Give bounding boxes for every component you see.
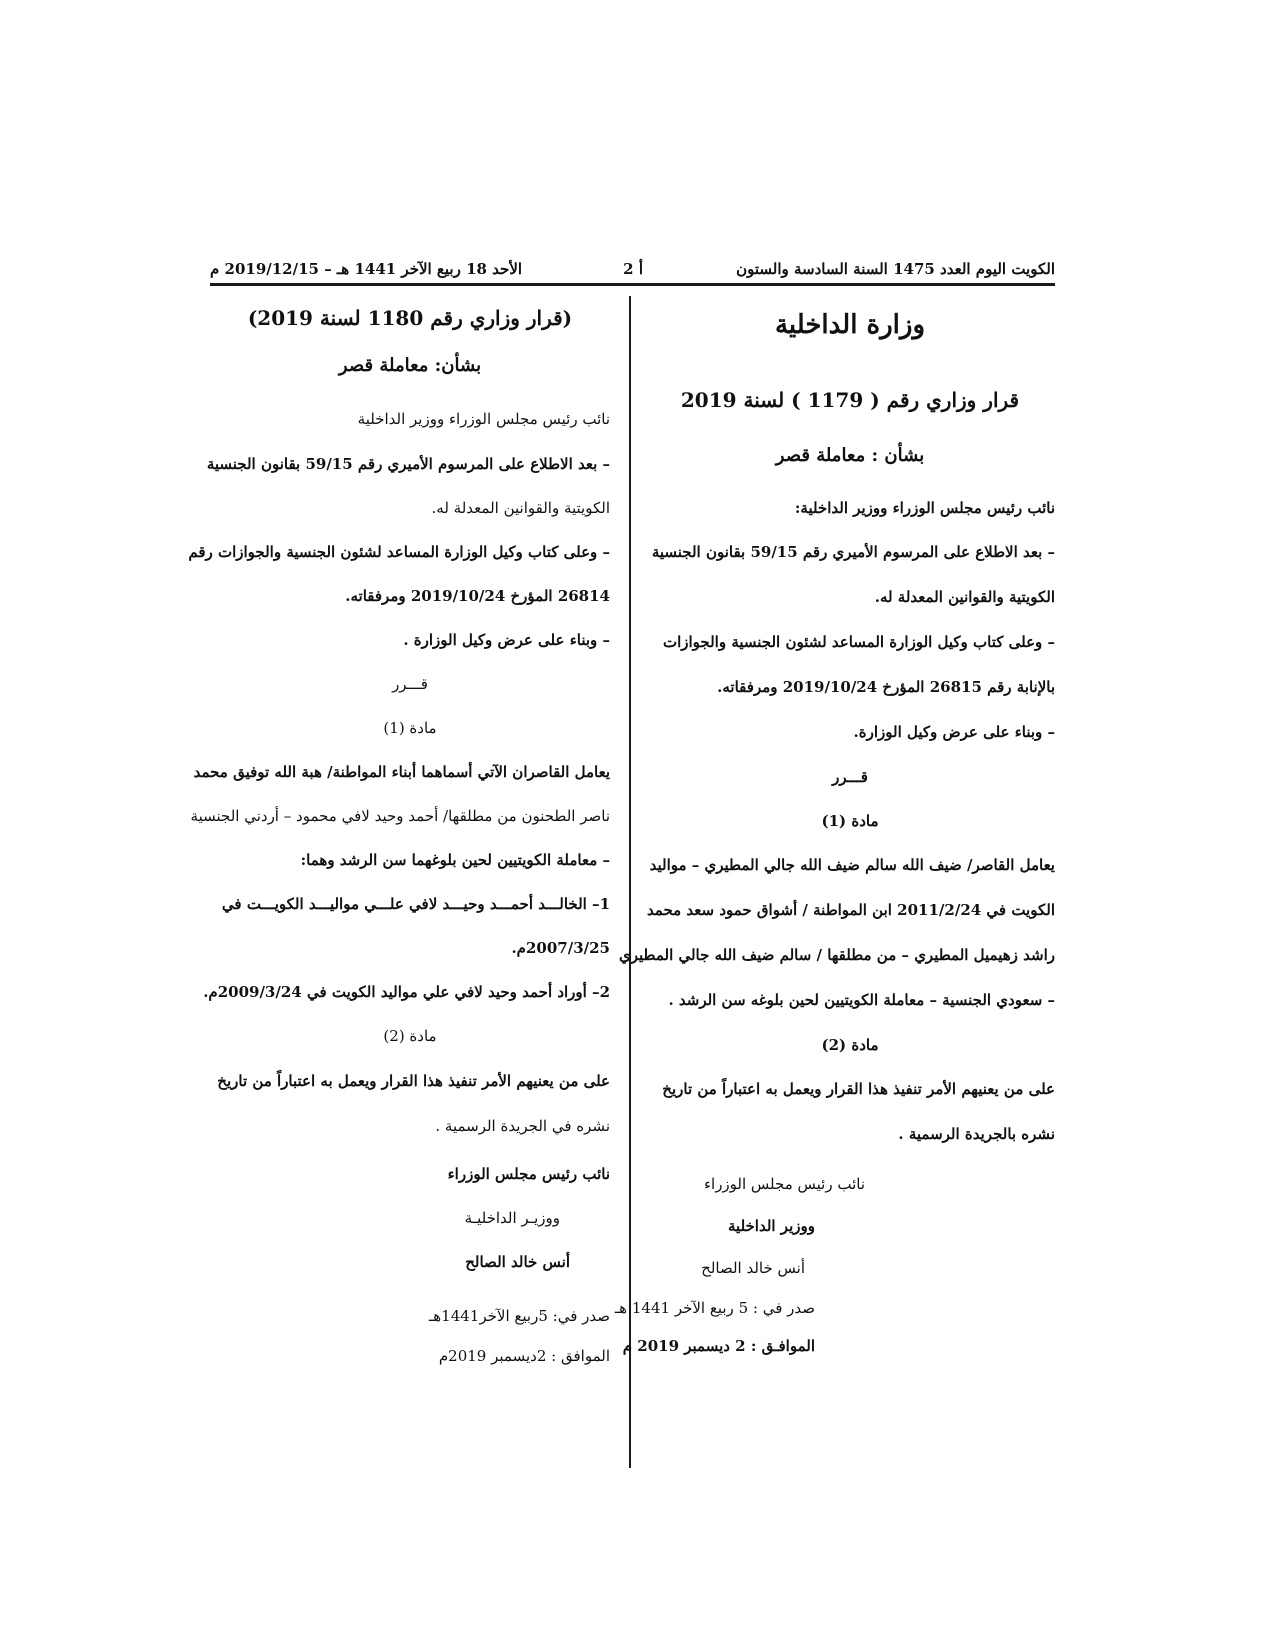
preamble-line: – بعد الاطلاع على المرسوم الأميري رقم 59/15 بقانون الجنسية bbox=[651, 543, 1055, 561]
preamble-line: – وعلى كتاب وكيل الوزارة المساعد لشئون الجنسية والجوازات رقم bbox=[188, 543, 610, 561]
gregorian-date: الموافق : 2ديسمبر 2019م bbox=[438, 1347, 610, 1365]
issue-date: صدر في : 5 ربيع الآخر 1441 هـ bbox=[614, 1299, 815, 1317]
article-1-heading: مادة (1) bbox=[383, 719, 437, 737]
article-2-heading: مادة (2) bbox=[821, 1036, 879, 1054]
signature-title: نائب رئيس مجلس الوزراء bbox=[703, 1175, 865, 1193]
signatory-name: أنس خالد الصالح bbox=[701, 1259, 805, 1277]
article-line: على من يعنيهم الأمر تنفيذ هذا القرار ويعمل به اعتباراً من تاريخ bbox=[662, 1080, 1055, 1098]
header-page-number: أ 2 bbox=[623, 260, 643, 278]
decree-1180-column bbox=[188, 300, 610, 1376]
preamble-line: – وبناء على عرض وكيل الوزارة. bbox=[853, 723, 1055, 741]
article-line: – معاملة الكويتيين لحين بلوغهما سن الرشد وهما: bbox=[300, 851, 610, 869]
page-header bbox=[210, 256, 1055, 282]
article-line: راشد زهيميل المطيري – من مطلقها / سالم ضيف الله جالي المطيري bbox=[618, 946, 1055, 964]
preamble-authority: نائب رئيس مجلس الوزراء ووزير الداخلية: bbox=[794, 499, 1055, 517]
decree-subject: بشأن: معاملة قصر bbox=[338, 355, 482, 376]
article-line: – سعودي الجنسية – معاملة الكويتيين لحين بلوغه سن الرشد . bbox=[668, 991, 1055, 1009]
preamble-line: بالإنابة رقم 26815 المؤرخ 2019/10/24 ومرفقاته. bbox=[717, 678, 1055, 696]
gregorian-date: الموافـق : 2 ديسمبر 2019 م bbox=[622, 1337, 815, 1355]
header-date: الأحد 18 ربيع الآخر 1441 هـ – 2019/12/15 م bbox=[210, 260, 523, 278]
preamble-line: الكويتية والقوانين المعدلة له. bbox=[431, 499, 610, 517]
preamble-line: – وعلى كتاب وكيل الوزارة المساعد لشئون الجنسية والجوازات bbox=[662, 633, 1055, 651]
decree-title: (قرار وزاري رقم 1180 لسنة 2019) bbox=[247, 306, 573, 330]
signatory-name: أنس خالد الصالح bbox=[465, 1253, 570, 1271]
article-2-heading: مادة (2) bbox=[383, 1027, 437, 1045]
article-line: ناصر الطحنون من مطلقها/ أحمد وحيد لافي محمود – أردني الجنسية bbox=[190, 807, 610, 825]
signature-title: ووزير الداخلية bbox=[728, 1217, 815, 1235]
decided-heading: قـــرر bbox=[832, 768, 868, 786]
article-line: نشره بالجريدة الرسمية . bbox=[898, 1125, 1055, 1143]
preamble-line: – بعد الاطلاع على المرسوم الأميري رقم 59/15 بقانون الجنسية bbox=[206, 455, 610, 473]
decree-subject: بشأن : معاملة قصر bbox=[775, 445, 925, 466]
preamble-line: الكويتية والقوانين المعدلة له. bbox=[874, 588, 1055, 606]
issue-date: صدر في: 5ربيع الآخر1441هـ bbox=[428, 1307, 610, 1325]
article-line: يعامل القاصر/ ضيف الله سالم ضيف الله جالي المطيري – مواليد bbox=[649, 856, 1055, 874]
article-1-heading: مادة (1) bbox=[821, 812, 879, 830]
signature-title: ووزيـر الداخليـة bbox=[464, 1209, 560, 1227]
signature-title: نائب رئيس مجلس الوزراء bbox=[447, 1165, 610, 1183]
preamble-line: – وبناء على عرض وكيل الوزارة . bbox=[403, 631, 610, 649]
article-line: نشره في الجريدة الرسمية . bbox=[435, 1117, 610, 1135]
decree-title: قرار وزاري رقم ( 1179 ) لسنة 2019 bbox=[680, 388, 1020, 412]
header-issue: الكويت اليوم العدد 1475 السنة السادسة والستون bbox=[736, 260, 1055, 278]
preamble-line: 26814 المؤرخ 2019/10/24 ومرفقاته. bbox=[345, 587, 610, 605]
decree-1179-column bbox=[614, 300, 1055, 1365]
article-line: 2– أوراد أحمد وحيد لافي علي مواليد الكويت في 2009/3/24م. bbox=[203, 983, 610, 1001]
article-line: على من يعنيهم الأمر تنفيذ هذا القرار ويعمل به اعتباراً من تاريخ bbox=[217, 1072, 610, 1090]
article-line: 2007/3/25م. bbox=[511, 939, 610, 957]
article-line: يعامل القاصران الآتي أسماهما أبناء المواطنة/ هبة الله توفيق محمد bbox=[193, 763, 610, 781]
preamble-authority: نائب رئيس مجلس الوزراء ووزير الداخلية bbox=[357, 410, 610, 428]
article-line: الكويت في 2011/2/24 ابن المواطنة / أشواق حمود سعد محمد bbox=[646, 901, 1055, 919]
ministry-title: وزارة الداخلية bbox=[774, 310, 926, 340]
article-line: 1– الخالـــد أحمـــد وحيـــد لافي علـــي مواليـــد الكويـــت في bbox=[221, 895, 610, 913]
decided-heading: قـــرر bbox=[392, 675, 428, 693]
header-rule bbox=[210, 283, 1055, 286]
